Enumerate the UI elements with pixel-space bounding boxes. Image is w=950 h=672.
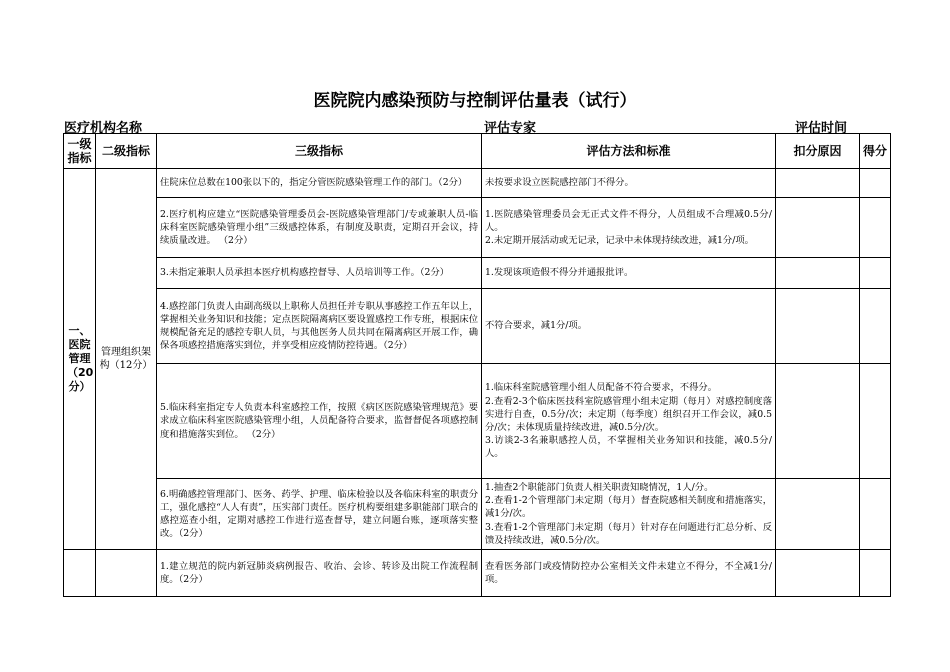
indicator-cell: 6.明确感控管理部门、医务、药学、护理、临床检验以及各临床科室的职责分工，强化感控“人人有责”，压实部门责任。医疗机构要组建多职能部门联合的感控巡查小组，定期对感控工作进行巡查督导，建立问题台账，逐项落实整改。（2分） — [157, 479, 482, 550]
header-score: 得分 — [860, 134, 891, 169]
reason-cell[interactable] — [776, 169, 860, 198]
table-row — [64, 258, 891, 289]
score-cell[interactable] — [860, 198, 891, 258]
score-cell[interactable] — [860, 479, 891, 550]
method-line: 1.发现该项造假不得分并通报批评。 — [485, 267, 634, 279]
reason-cell[interactable] — [776, 258, 860, 289]
time-label: 评估时间 — [795, 121, 848, 136]
score-cell[interactable] — [860, 550, 891, 597]
table-row — [64, 198, 891, 258]
method-cell — [482, 169, 776, 198]
indicator-cell: 1.建立规范的院内新冠肺炎病例报告、收治、会诊、转诊及出院工作流程制度。（2分） — [157, 550, 482, 597]
level1-cell — [64, 550, 96, 597]
level2-cell: 管理组织架构（12分） — [96, 169, 157, 550]
method-cell — [482, 364, 776, 479]
reason-cell[interactable] — [776, 198, 860, 258]
table-row — [64, 169, 891, 198]
indicator-cell: 住院床位总数在100张以下的，指定分管医院感染管理工作的部门。（2分） — [157, 169, 482, 198]
table-row — [64, 289, 891, 364]
score-cell[interactable] — [860, 289, 891, 364]
table-header-row — [64, 134, 891, 169]
header-level3: 三级指标 — [157, 134, 482, 169]
header-reason: 扣分原因 — [776, 134, 860, 169]
method-line: 2.查看1-2个管理部门未定期（每月）督查院感相关制度和措施落实，减1分/次。 — [485, 495, 772, 520]
indicator-cell: 4.感控部门负责人由副高级以上职称人员担任并专职从事感控工作五年以上，掌握相关业务知识和技能；定点医院隔离病区要设置感控工作专班，根据床位规模配备充足的感控专职人员，与其他医务人员共同在隔离病区开展工作，确保各项感控措施落实到位，并享受相应疫情防控待遇。（2分） — [157, 289, 482, 364]
method-line: 未按要求设立医院感控部门不得分。 — [485, 177, 634, 189]
method-line: 2.未定期开展活动或无记录，记录中未体现持续改进，减1分/项。 — [485, 235, 754, 247]
page-title: 医院院内感染预防与控制评估量表（试行） — [313, 91, 637, 111]
method-line: 1.临床科室院感管理小组人员配备不符合要求，不得分。 — [485, 382, 717, 394]
reason-cell[interactable] — [776, 550, 860, 597]
reason-cell[interactable] — [776, 289, 860, 364]
method-cell — [482, 258, 776, 289]
score-cell[interactable] — [860, 258, 891, 289]
table-row — [64, 364, 891, 479]
table-row — [64, 550, 891, 597]
method-cell — [482, 550, 776, 597]
indicator-cell: 5.临床科室指定专人负责本科室感控工作，按照《病区医院感染管理规范》要求成立临床科室医院感染管理小组，人员配备符合要求，监督督促各项感控制度和措施落实到位。 （2分） — [157, 364, 482, 479]
table-row — [64, 479, 891, 550]
assessment-table — [63, 133, 891, 597]
method-line: 不符合要求，减1分/项。 — [485, 320, 588, 332]
method-line: 查看医务部门或疫情防控办公室相关文件未建立不得分，不全减1分/项。 — [485, 560, 772, 586]
reason-cell[interactable] — [776, 479, 860, 550]
level1-cell: 一、医院管理（20分） — [64, 169, 96, 550]
header-method: 评估方法和标准 — [482, 134, 776, 169]
score-cell[interactable] — [860, 364, 891, 479]
org-name-label: 医疗机构名称 — [64, 121, 143, 136]
indicator-cell: 2.医疗机构应建立“医院感染管理委员会-医院感染管理部门/专或兼职人员-临床科室医院感染管理小组”三级感控体系，有制度及职责，定期召开会议，持续质量改进。 （2分） — [157, 198, 482, 258]
method-line: 1.医院感染管理委员会无正式文件不得分，人员组成不合理减0.5分/人。 — [485, 208, 772, 233]
method-line: 2.查看2-3个临床医技科室院感管理小组未定期（每月）对感控制度落实进行自查，0.5分/次；未定期（每季度）组织召开工作会议，减0.5分/次；未体现质量持续改进，减0.5分/次。 — [485, 395, 772, 433]
level2-cell — [96, 550, 157, 597]
method-line: 3.查看1-2个管理部门未定期（每月）针对存在问题进行汇总分析、反馈及持续改进，减0.5分/次。 — [485, 521, 772, 546]
header-level1: 一级指标 — [64, 134, 96, 169]
method-cell — [482, 479, 776, 550]
indicator-cell: 3.未指定兼职人员承担本医疗机构感控督导、人员培训等工作。（2分） — [157, 258, 482, 289]
method-cell — [482, 289, 776, 364]
header-level2: 二级指标 — [96, 134, 157, 169]
score-cell[interactable] — [860, 169, 891, 198]
reason-cell[interactable] — [776, 364, 860, 479]
method-line: 3.访谈2-3名兼职感控人员，不掌握相关业务知识和技能，减0.5分/人。 — [485, 435, 772, 460]
method-line: 1.抽查2个职能部门负责人相关职责知晓情况，1人/分。 — [485, 482, 714, 493]
method-cell — [482, 198, 776, 258]
expert-label: 评估专家 — [484, 121, 537, 136]
